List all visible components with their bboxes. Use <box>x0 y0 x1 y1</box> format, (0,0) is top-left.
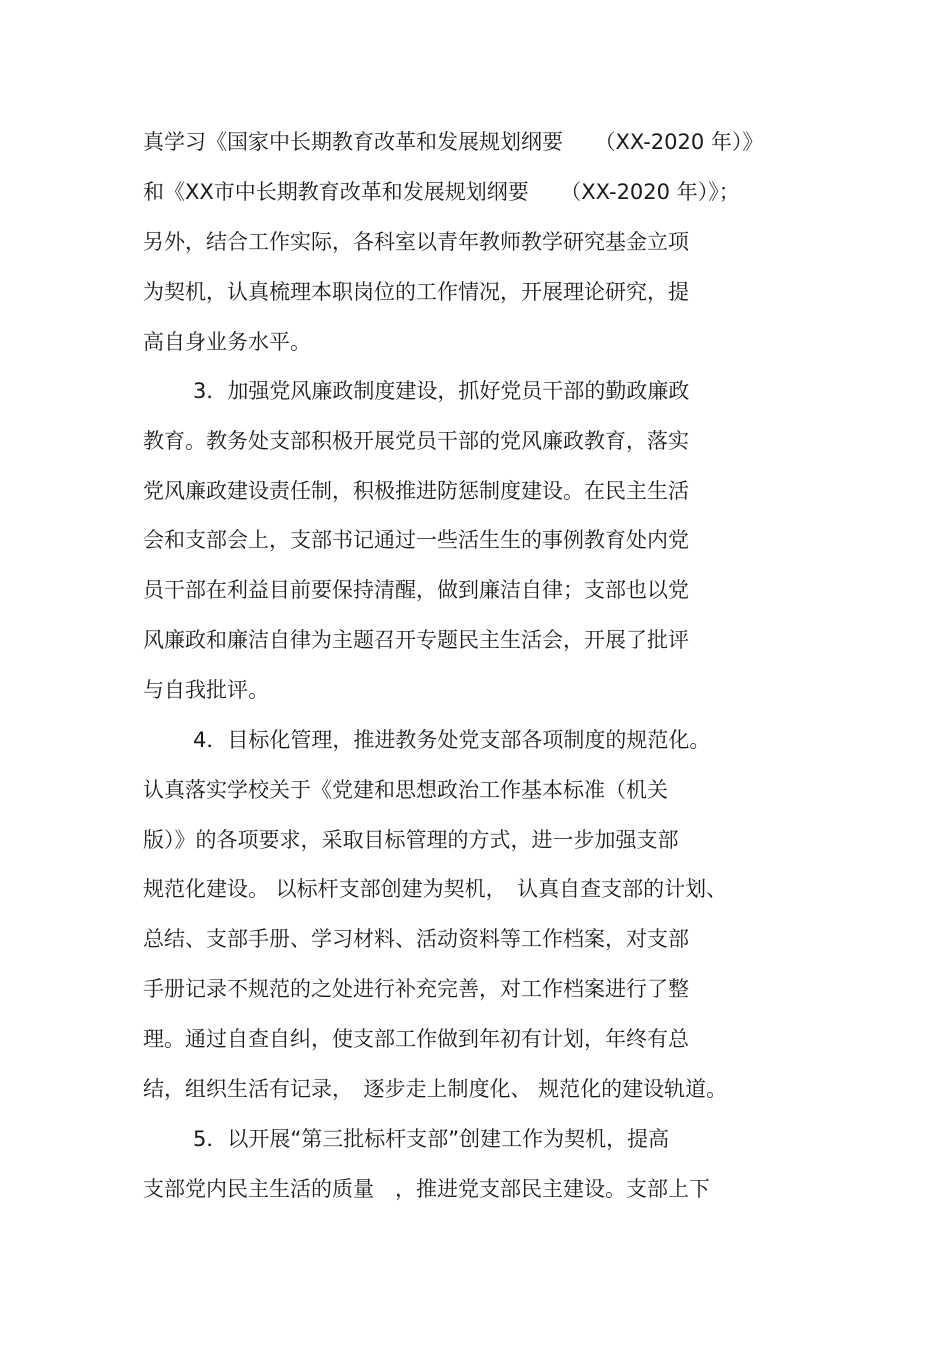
paragraph-4-start: 4．目标化管理，推进教务处党支部各项制度的规范化。 <box>193 728 711 752</box>
text-line: 党风廉政建设责任制，积极推进防惩制度建设。在民主生活 <box>143 479 689 503</box>
text-line: 另外，结合工作实际，各科室以青年教师教学研究基金立项 <box>143 230 689 254</box>
text-line: 会和支部会上，支部书记通过一些活生生的事例教育处内党 <box>143 528 689 552</box>
text-line: 版）》的各项要求，采取目标管理的方式，进一步加强支部 <box>143 828 679 852</box>
paragraph-5-start: 5．以开展“第三批标杆支部”创建工作为契机，提高 <box>193 1127 670 1151</box>
text-line: 真学习《国家中长期教育改革和发展规划纲要 （XX-2020 年）》 <box>143 130 764 154</box>
text-line: 高自身业务水平。 <box>143 330 311 354</box>
paragraph-3-start: 3．加强党风廉政制度建设，抓好党员干部的勤政廉政 <box>193 379 690 403</box>
text-line: 风廉政和廉洁自律为主题召开专题民主生活会，开展了批评 <box>143 628 689 652</box>
text-line: 教育。教务处支部积极开展党员干部的党风廉政教育，落实 <box>143 429 689 453</box>
text-line: 理。通过自查自纠，使支部工作做到年初有计划，年终有总 <box>143 1027 689 1051</box>
text-line: 结，组织生活有记录， 逐步走上制度化、 规范化的建设轨道。 <box>143 1077 728 1101</box>
text-line: 为契机，认真梳理本职岗位的工作情况，开展理论研究，提 <box>143 280 689 304</box>
text-line: 总结、支部手册、学习材料、活动资料等工作档案，对支部 <box>143 927 689 951</box>
text-line: 规范化建设。 以标杆支部创建为契机， 认真自查支部的计划、 <box>143 877 728 901</box>
text-line: 和《XX市中长期教育改革和发展规划纲要 （XX-2020 年）》； <box>143 180 740 204</box>
text-line: 与自我批评。 <box>143 678 269 702</box>
text-line: 认真落实学校关于《党建和思想政治工作基本标准（机关 <box>143 778 668 802</box>
text-line: 员干部在利益目前要保持清醒，做到廉洁自律；支部也以党 <box>143 578 689 602</box>
text-line: 支部党内民主生活的质量 ，推进党支部民主建设。支部上下 <box>143 1177 710 1201</box>
text-line: 手册记录不规范的之处进行补充完善，对工作档案进行了整 <box>143 977 689 1001</box>
